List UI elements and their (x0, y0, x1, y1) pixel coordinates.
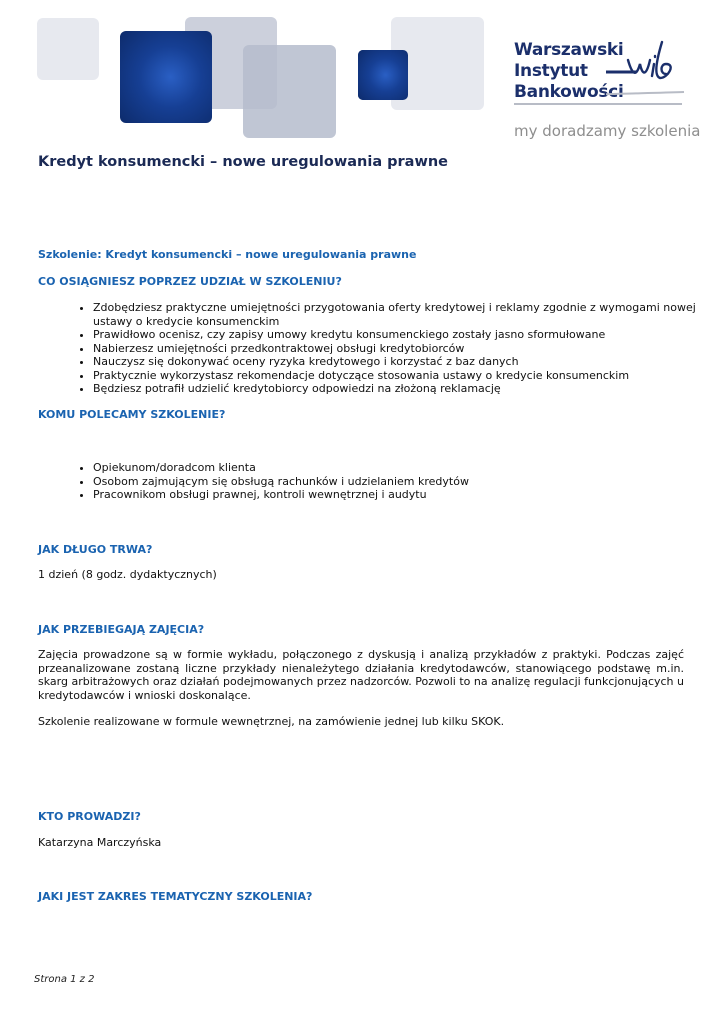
list-item: • Nauczysz się dokonywać oceny ryzyka kredytowego i korzystać z baz danych (93, 355, 701, 369)
section-heading-audience: KOMU POLECAMY SZKOLENIE? (38, 408, 226, 421)
list-item: • Osobom zajmującym się obsługą rachunków i udzielaniem kredytów (93, 475, 701, 489)
document-title: Kredyt konsumencki – nowe uregulowania prawne (38, 154, 449, 170)
section-heading-duration: JAK DŁUGO TRWA? (38, 543, 153, 556)
list-item: • Nabierzesz umiejętności przedkontraktowej obsługi kredytobiorców (93, 342, 701, 356)
logo-line-1: Warszawski (514, 40, 624, 60)
list-item: • Prawidłowo ocenisz, czy zapisy umowy kredytu konsumenckiego zostały jasno sformułowane (93, 328, 701, 342)
logo-line-3: Bankowości (514, 82, 624, 102)
list-item: • Praktycznie wykorzystasz rekomendacje dotyczące stosowania ustawy o kredycie konsumenckim (93, 369, 701, 383)
section-heading-format: JAK PRZEBIEGAJĄ ZAJĘCIA? (38, 623, 205, 636)
page-number: Strona 1 z 2 (34, 974, 95, 985)
section-heading-trainer: KTO PROWADZI? (38, 810, 141, 823)
audience-list (76, 461, 701, 502)
logo-divider (514, 103, 682, 105)
list-item: • Zdobędziesz praktyczne umiejętności przygotowania oferty kredytowej i reklamy zgodnie z wymogami nowej ustawy o kredycie konsumenckim (93, 301, 701, 328)
format-note: Szkolenie realizowane w formule wewnętrznej, na zamówienie jednej lub kilku SKOK. (38, 715, 505, 728)
decor-square (37, 18, 99, 80)
list-item: • Opiekunom/doradcom klienta (93, 461, 701, 475)
logo-tagline: my doradzamy szkolenia (514, 122, 701, 140)
wib-signature-icon (606, 34, 686, 98)
list-item: • Pracownikom obsługi prawnej, kontroli wewnętrznej i audytu (93, 488, 701, 502)
decor-square (358, 50, 408, 100)
logo-line-2: Instytut (514, 61, 588, 81)
trainer-name: Katarzyna Marczyńska (38, 836, 162, 849)
decor-square (120, 31, 212, 123)
training-label: Szkolenie: Kredyt konsumencki – nowe uregulowania prawne (38, 248, 417, 261)
list-item: • Będziesz potrafił udzielić kredytobiorcy odpowiedzi na złożoną reklamację (93, 382, 701, 396)
section-heading-scope: JAKI JEST ZAKRES TEMATYCZNY SZKOLENIA? (38, 890, 313, 903)
gains-list (76, 301, 701, 396)
section-heading-gains: CO OSIĄGNIESZ POPRZEZ UDZIAŁ W SZKOLENIU? (38, 275, 342, 288)
decor-square (243, 45, 336, 138)
duration-text: 1 dzień (8 godz. dydaktycznych) (38, 568, 217, 581)
format-paragraph: Zajęcia prowadzone są w formie wykładu, połączonego z dyskusją i analizą przykładów z praktyki. Podczas zajęć przeanalizowane zostaną liczne przykłady nienależytego działania kredytodawców, stanowiącego podstawę m.in. skarg arbitrażowych oraz działań podejmowanych przez nadzorców. Pozwoli to na analizę regulacji funkcjonujących u kredytodawców i wnioski doskonalące. (38, 648, 684, 702)
